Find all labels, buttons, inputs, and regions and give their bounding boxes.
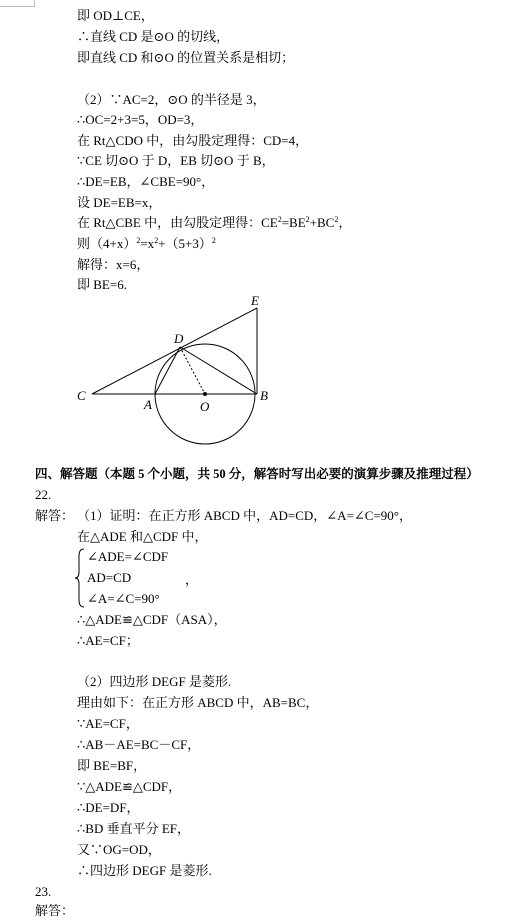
section-heading: 四、解答题（本题 5 个小题，共 50 分，解答时写出必要的演算步骤及推理过程） — [35, 467, 479, 481]
question-number: 22. — [35, 487, 52, 502]
label-a: A — [144, 397, 152, 412]
brace-condition: ∠A=∠C=90° — [87, 591, 160, 606]
proof-line: ∴△ADE≌△CDF（ASA）， — [77, 612, 227, 627]
solution-line: ∵CE 切⊙O 于 D，EB 切⊙O 于 B， — [77, 153, 275, 168]
proof-line: 在△ADE 和△CDF 中， — [77, 529, 208, 544]
proof-line: 理由如下：在正方形 ABCD 中，AB=BC， — [77, 695, 319, 710]
proof-line: ∴直线 CD 是⊙O 的切线， — [77, 29, 230, 44]
proof-line: ∴BD 垂直平分 EF， — [77, 821, 191, 836]
proof-line: 即 OD⊥CE， — [77, 8, 154, 23]
proof-line: ∴DE=DF， — [77, 800, 140, 815]
solution-line: ∴DE=EB，∠CBE=90°， — [77, 174, 215, 189]
superscript: 2 — [211, 236, 216, 245]
solution-line: 即 BE=6. — [77, 277, 127, 292]
label-e: E — [251, 293, 259, 308]
line-ce — [92, 308, 257, 394]
solution-line: 设 DE=EB=x， — [77, 195, 162, 210]
line-ad — [155, 347, 180, 394]
brace-condition: AD=CD — [87, 570, 132, 585]
proof-line: （2）四边形 DEGF 是菱形. — [77, 674, 232, 689]
proof-line: 又∵OG=OD， — [77, 842, 161, 857]
proof-line: 即 BE=BF， — [77, 758, 147, 773]
proof-line: 即直线 CD 和⊙O 的位置关系是相切； — [77, 50, 295, 65]
proof-line: ∵AE=CF， — [77, 716, 139, 731]
equation-line: 则$(4+x)^2=x^2+(5+3)^2$ — [77, 236, 216, 251]
proof-line: ∵△ADE≌△CDF， — [77, 779, 182, 794]
superscript: 2 — [277, 215, 282, 224]
proof-line: （1）证明：在正方形 ABCD 中，AD=CD，∠A=∠C=90°， — [77, 508, 412, 523]
page-corner-mark — [0, 0, 35, 7]
brace-comma: ， — [185, 572, 199, 587]
label-b: B — [260, 388, 268, 403]
solution-line: 解得：x=6， — [77, 257, 150, 272]
solution-line: ∴OC=2+3=5，OD=3， — [77, 112, 204, 127]
label-o: O — [200, 399, 210, 414]
line-db — [180, 347, 257, 394]
label-d: D — [174, 331, 184, 346]
label-c: C — [77, 388, 86, 403]
proof-line: ∴AB－AE=BC－CF， — [77, 737, 201, 752]
answer-label: 解答： — [35, 903, 75, 918]
solution-line: 在 Rt△CDO 中，由勾股定理得：CD=4， — [77, 133, 309, 148]
center-point-o — [203, 392, 207, 396]
superscript: 2 — [334, 215, 339, 224]
geometry-figure — [0, 290, 532, 450]
brace-condition: ∠ADE=∠CDF — [87, 549, 169, 564]
superscript: 2 — [305, 215, 310, 224]
superscript: 2 — [154, 236, 159, 245]
left-brace — [75, 548, 87, 608]
superscript: 2 — [136, 236, 141, 245]
proof-line: ∴四边形 DEGF 是菱形. — [77, 863, 212, 878]
answer-label: 解答： — [35, 508, 75, 523]
question-number: 23. — [35, 884, 52, 899]
solution-line: （2）∵AC=2，⊙O 的半径是 3， — [77, 92, 266, 107]
pythagorean-equation-line: 在 Rt△CBE 中，由勾股定理得：$CE^2=BE^2+BC^2$， — [77, 215, 352, 230]
proof-line: ∴AE=CF； — [77, 633, 139, 648]
